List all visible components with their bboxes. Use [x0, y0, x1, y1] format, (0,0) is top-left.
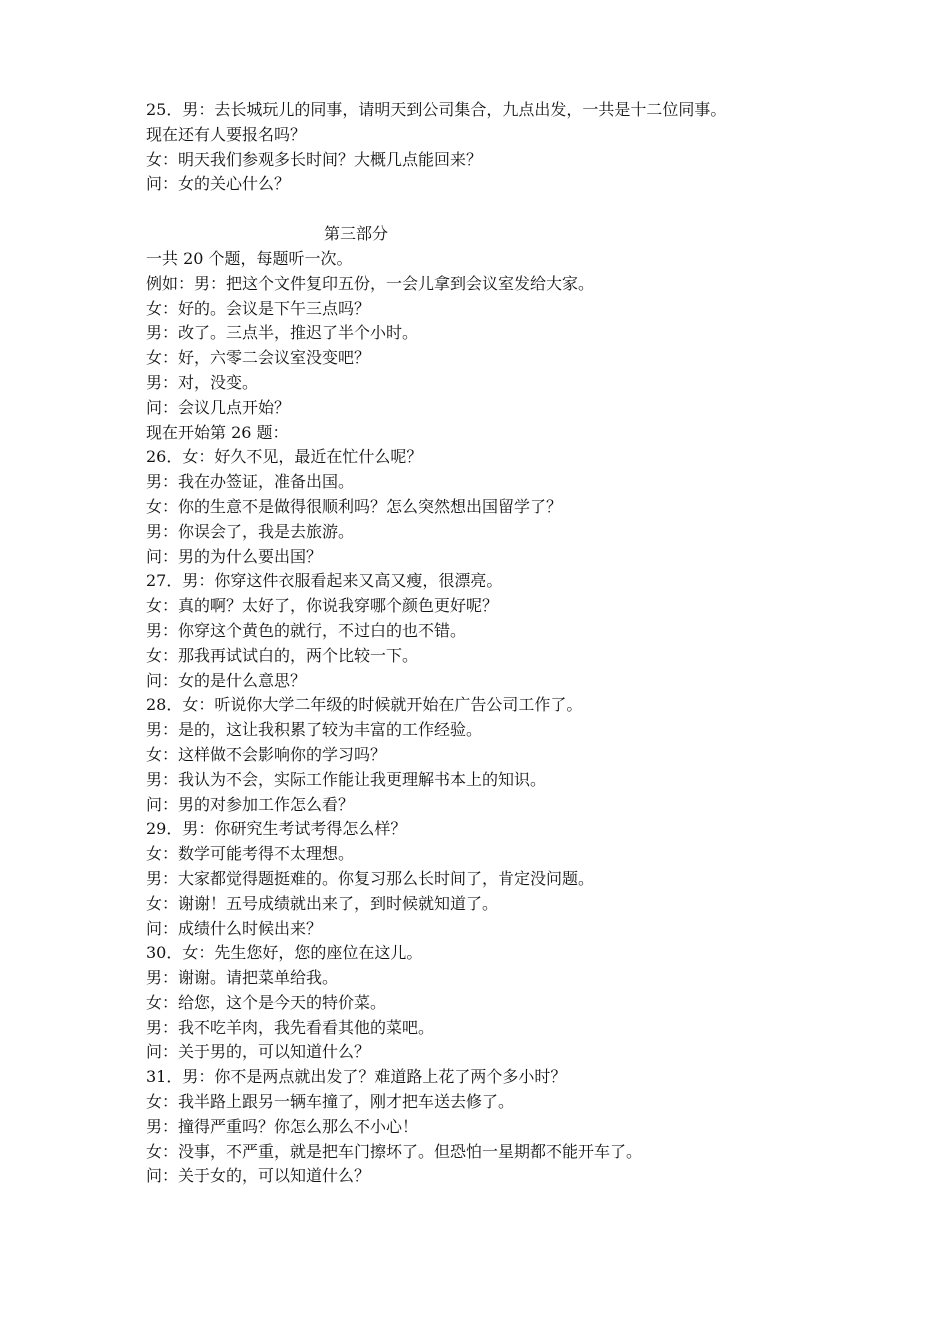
text-line: 男：对，没变。	[146, 372, 259, 392]
text-line: 现在还有人要报名吗？	[146, 124, 307, 144]
text-line: 女：这样做不会影响你的学习吗？	[146, 744, 387, 764]
text-line: 问：女的关心什么？	[146, 174, 291, 194]
text-line: 男：是的，这让我积累了较为丰富的工作经验。	[146, 720, 483, 740]
text-line: 男：改了。三点半，推迟了半个小时。	[146, 323, 419, 343]
text-line: 女：明天我们参观多长时间？大概几点能回来？	[146, 149, 483, 169]
text-line: 现在开始第 26 题：	[146, 422, 289, 442]
text-line: 男：大家都觉得题挺难的。你复习那么长时间了，肯定没问题。	[146, 868, 595, 888]
text-line: 问：男的对参加工作怎么看？	[146, 794, 355, 814]
text-line: 30．女：先生您好，您的座位在这儿。	[146, 943, 423, 963]
text-line: 男：我在办签证，准备出国。	[146, 472, 355, 492]
text-line: 例如：男：把这个文件复印五份，一会儿拿到会议室发给大家。	[146, 273, 595, 293]
block-section-three	[146, 247, 846, 1189]
text-line: 女：数学可能考得不太理想。	[146, 844, 355, 864]
text-line: 女：那我再试试白的，两个比较一下。	[146, 645, 419, 665]
text-line: 男：撞得严重吗？你怎么那么不小心！	[146, 1116, 419, 1136]
transcript-text	[146, 98, 846, 1189]
text-line: 问：会议几点开始？	[146, 397, 291, 417]
text-line: 一共 20 个题，每题听一次。	[146, 248, 353, 268]
text-line: 问：成绩什么时候出来？	[146, 918, 323, 938]
text-line: 男：我不吃羊肉，我先看看其他的菜吧。	[146, 1017, 435, 1037]
text-line: 男：我认为不会，实际工作能让我更理解书本上的知识。	[146, 769, 547, 789]
text-line: 女：你的生意不是做得很顺利吗？怎么突然想出国留学了？	[146, 496, 563, 516]
text-line: 28．女：听说你大学二年级的时候就开始在广告公司工作了。	[146, 695, 583, 715]
text-line: 25．男：去长城玩儿的同事，请明天到公司集合，九点出发，一共是十二位同事。	[146, 100, 727, 119]
text-line: 26．女：好久不见，最近在忙什么呢？	[146, 447, 423, 467]
text-line: 问：女的是什么意思？	[146, 670, 307, 690]
text-line: 男：你误会了，我是去旅游。	[146, 521, 355, 541]
text-line: 女：真的啊？太好了，你说我穿哪个颜色更好呢？	[146, 596, 499, 616]
text-line: 31．男：你不是两点就出发了？难道路上花了两个多小时？	[146, 1067, 567, 1087]
text-line: 问：男的为什么要出国？	[146, 546, 323, 566]
text-line: 问：关于男的，可以知道什么？	[146, 1042, 371, 1062]
text-line: 问：关于女的，可以知道什么？	[146, 1166, 371, 1186]
text-line: 女：好，六零二会议室没变吧？	[146, 348, 371, 368]
section-title: 第三部分	[324, 224, 389, 244]
text-line: 女：好的。会议是下午三点吗？	[146, 298, 371, 318]
blank-line	[146, 197, 846, 222]
text-line: 29．男：你研究生考试考得怎么样？	[146, 819, 407, 839]
block-question-25	[146, 98, 846, 197]
text-line: 女：给您，这个是今天的特价菜。	[146, 992, 387, 1012]
text-line: 女：没事，不严重，就是把车门擦坏了。但恐怕一星期都不能开车了。	[146, 1141, 643, 1161]
text-line: 男：谢谢。请把菜单给我。	[146, 968, 339, 988]
text-line: 27．男：你穿这件衣服看起来又高又瘦，很漂亮。	[146, 571, 503, 591]
text-line: 女：我半路上跟另一辆车撞了，刚才把车送去修了。	[146, 1092, 515, 1112]
text-line: 男：你穿这个黄色的就行，不过白的也不错。	[146, 620, 467, 640]
text-line: 女：谢谢！五号成绩就出来了，到时候就知道了。	[146, 893, 499, 913]
